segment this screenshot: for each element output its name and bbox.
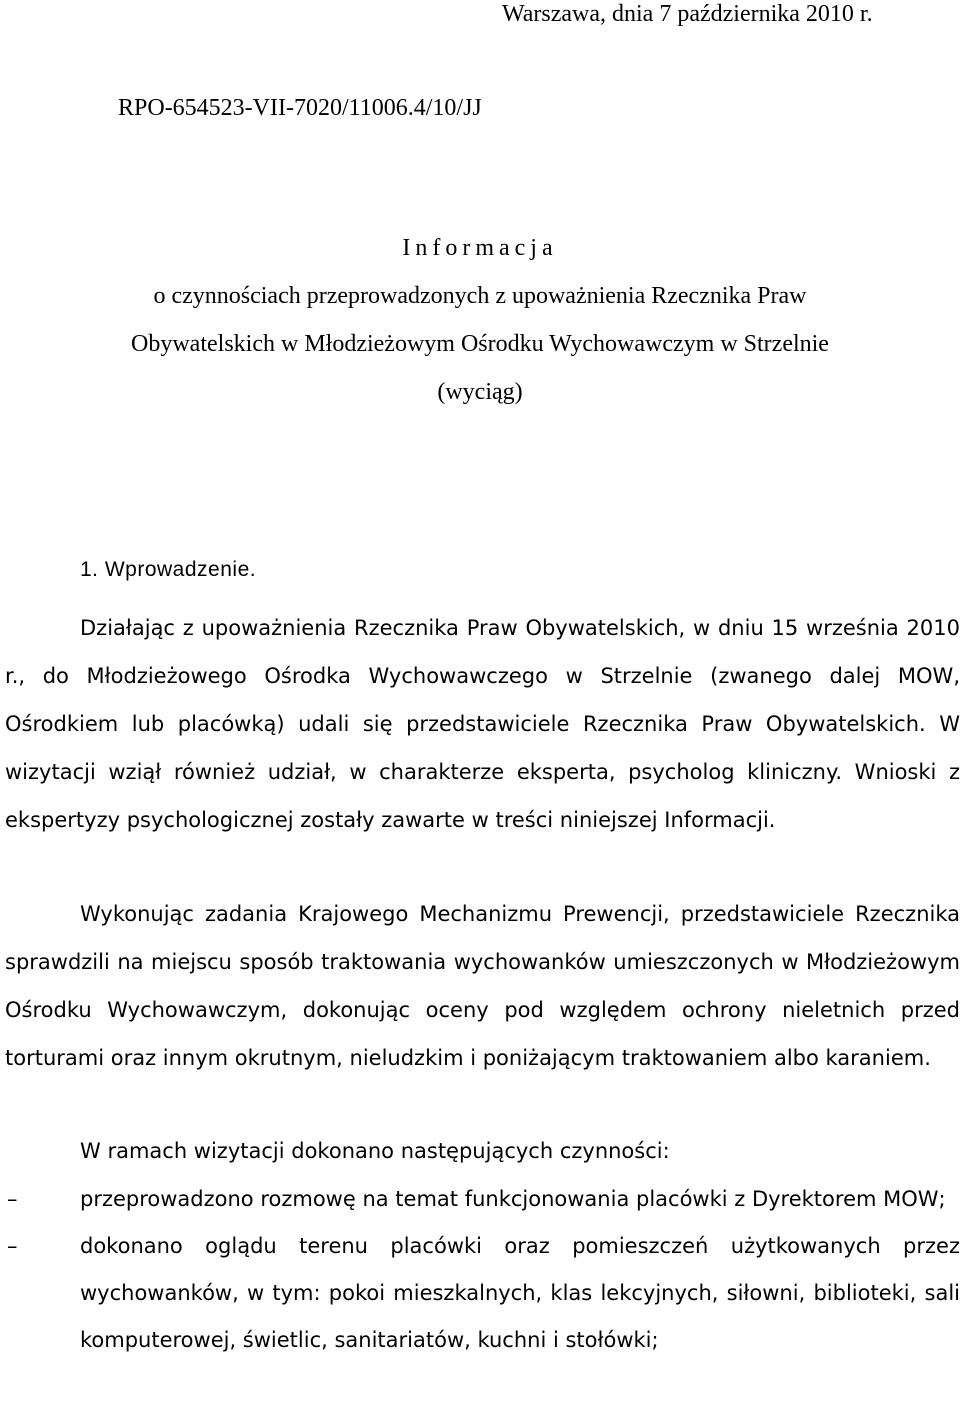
list-item	[5, 1223, 960, 1364]
document-date: Warszawa, dnia 7 października 2010 r.	[502, 1, 873, 27]
list-item-text: przeprowadzono rozmowę na temat funkcjonowania placówki z Dyrektorem MOW;	[80, 1187, 946, 1211]
paragraph-intro: Działając z upoważnienia Rzecznika Praw Obywatelskich, w dniu 15 września 2010 r., do Młodzieżowego Ośrodka Wychowawczego w Strzelnie (zwanego dalej MOW, Ośrodkiem lub placówką) udali się przedstawiciele Rzecznika Praw Obywatelskich. W wizytacji wziął również udział, w charakterze eksperta, psycholog kliniczny. Wnioski z ekspertyzy psychologicznej zostały zawarte w treści niniejszej Informacji.	[5, 616, 960, 832]
document-title: Informacja	[402, 235, 558, 261]
reference-number: RPO-654523-VII-7020/11006.4/10/JJ	[118, 95, 482, 121]
dash-bullet-icon: –	[7, 1187, 18, 1211]
paragraph-activities-lead: W ramach wizytacji dokonano następujących czynności:	[80, 1139, 670, 1163]
activities-list	[5, 1176, 960, 1364]
list-item	[5, 1176, 960, 1223]
title-subline-1: o czynnościach przeprowadzonych z upoważnienia Rzecznika Praw	[153, 283, 807, 309]
dash-bullet-icon: –	[7, 1234, 18, 1258]
section-heading: 1. Wprowadzenie.	[80, 558, 257, 581]
title-subline-2: Obywatelskich w Młodzieżowym Ośrodku Wychowawczym w Strzelnie	[131, 331, 829, 357]
title-subline-3: (wyciąg)	[437, 379, 523, 405]
list-item-text: dokonano oglądu terenu placówki oraz pomieszczeń użytkowanych przez wychowanków, w tym: pokoi mieszkalnych, klas lekcyjnych, siłowni, biblioteki, sali komputerowej, świetlic, sanitariatów, kuchni i stołówki;	[80, 1234, 960, 1352]
document-title-block	[0, 224, 960, 416]
paragraph-mandate: Wykonując zadania Krajowego Mechanizmu Prewencji, przedstawiciele Rzecznika sprawdzili na miejscu sposób traktowania wychowanków umieszczonych w Młodzieżowym Ośrodku Wychowawczym, dokonując oceny pod względem ochrony nieletnich przed torturami oraz innym okrutnym, nieludzkim i poniżającym traktowaniem albo karaniem.	[5, 902, 960, 1070]
